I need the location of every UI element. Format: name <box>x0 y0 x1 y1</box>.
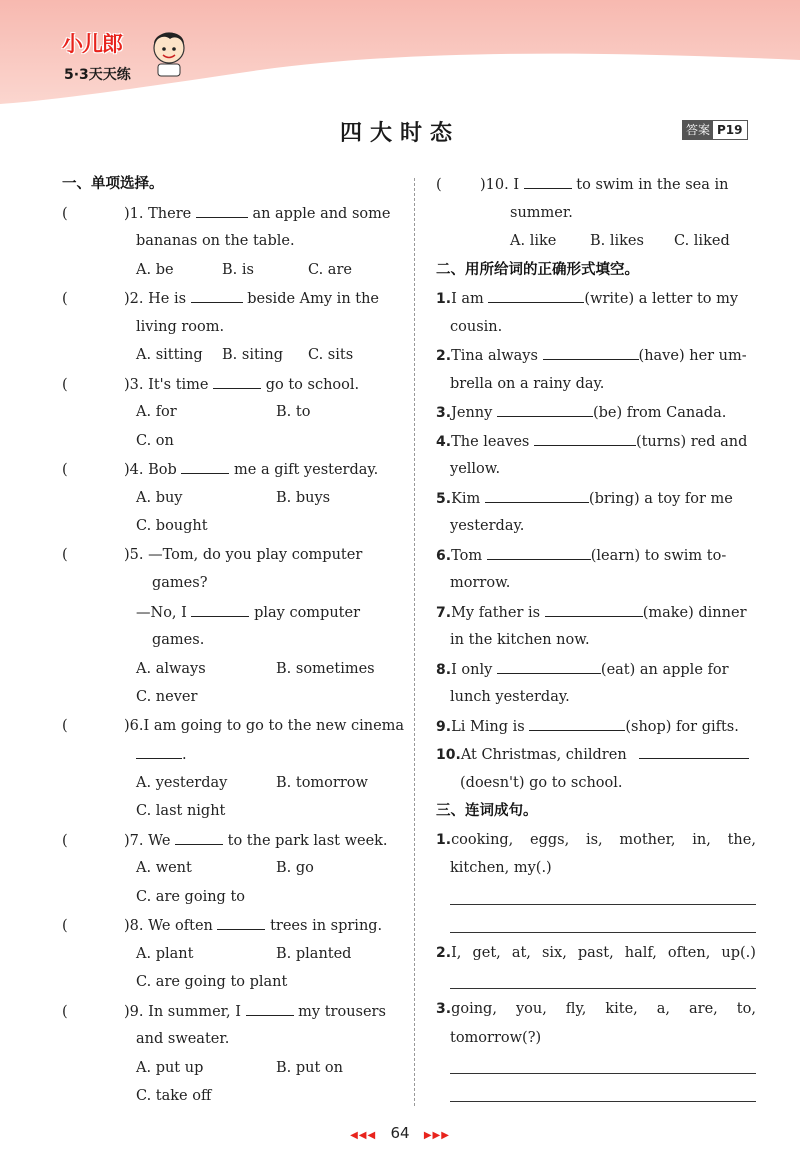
page-number: 64 <box>390 1124 410 1142</box>
answer-paren[interactable]: ( <box>62 918 68 934</box>
option-c[interactable]: C. last night <box>136 803 226 819</box>
option-b[interactable]: B. sometimes <box>276 660 375 677</box>
option-b[interactable]: B. to <box>276 404 311 420</box>
section-heading-sentence: 三、连词成句。 <box>436 803 538 819</box>
answer-blank[interactable] <box>136 740 182 759</box>
options <box>62 341 402 370</box>
option-a[interactable]: A. went <box>136 860 192 876</box>
answer-blank[interactable] <box>175 826 223 845</box>
options <box>436 227 756 256</box>
writing-line[interactable] <box>436 967 756 995</box>
question-text: . <box>62 740 402 769</box>
question-text: kitchen, my(.) <box>450 860 552 876</box>
question-8: ( )8. We often trees in spring. <box>62 911 402 940</box>
options <box>62 398 402 427</box>
answer-paren[interactable]: ( <box>436 177 442 193</box>
question-text: games? <box>152 575 208 591</box>
section-heading-choice: 一、单项选择。 <box>62 176 164 192</box>
question-10: ( )10. I to swim in the sea in <box>436 170 756 199</box>
question-text: morrow. <box>450 575 511 591</box>
fill-item-1: 1.I am (write) a letter to my <box>436 284 756 313</box>
answer-blank[interactable] <box>545 598 643 617</box>
question-4: ( )4. Bob me a gift yesterday. <box>62 455 402 484</box>
fill-item-6: 6.Tom (learn) to swim to- <box>436 541 756 570</box>
right-arrows-icon: ▶▶▶ <box>423 1130 450 1141</box>
question-3: ( )3. It's time go to school. <box>62 370 402 399</box>
option-c[interactable]: C. sits <box>308 347 354 363</box>
fill-item-9: 9.Li Ming is (shop) for gifts. <box>436 712 756 741</box>
question-text: cousin. <box>450 318 503 335</box>
option-b[interactable]: B. planted <box>276 945 352 962</box>
question-text: in the kitchen now. <box>450 632 590 648</box>
question-9: ( )9. In summer, I my trousers <box>62 997 402 1026</box>
answer-blank[interactable] <box>534 427 636 446</box>
answer-paren[interactable]: ( <box>62 291 68 307</box>
option-a[interactable]: A. like <box>510 233 557 249</box>
option-a[interactable]: A. put up <box>136 1059 204 1076</box>
fill-item-7: 7.My father is (make) dinner <box>436 598 756 627</box>
option-a[interactable]: A. for <box>136 404 177 420</box>
option-a[interactable]: A. always <box>136 660 206 677</box>
option-a[interactable]: A. plant <box>136 945 194 962</box>
section-heading-fill: 二、用所给词的正确形式填空。 <box>436 261 639 278</box>
question-6: ( )6.I am going to go to the new cinema <box>62 712 402 741</box>
publisher-logo <box>62 28 202 88</box>
answer-blank[interactable] <box>497 398 593 417</box>
question-text: (doesn't) go to school. <box>460 774 623 791</box>
answer-blank[interactable] <box>191 598 249 617</box>
fill-item-4: 4.The leaves (turns) red and <box>436 427 756 456</box>
question-text: living room. <box>136 318 225 335</box>
answer-blank[interactable] <box>488 284 584 303</box>
page-footer <box>0 1124 800 1142</box>
answer-blank[interactable] <box>543 341 639 360</box>
options <box>62 1054 402 1083</box>
option-b[interactable]: B. is <box>222 261 254 278</box>
answer-blank[interactable] <box>485 484 589 503</box>
question-text: games. <box>152 632 205 648</box>
question-1: ( )1. There an apple and some <box>62 199 402 228</box>
option-b[interactable]: B. put on <box>276 1059 343 1076</box>
answer-paren[interactable]: ( <box>62 1003 68 1020</box>
option-c[interactable]: C. bought <box>136 518 208 534</box>
answer-blank[interactable] <box>524 170 572 189</box>
option-b[interactable]: B. likes <box>590 233 644 249</box>
answer-paren[interactable]: ( <box>62 546 68 563</box>
answer-paren[interactable]: ( <box>62 832 68 849</box>
answer-blank[interactable] <box>497 655 601 674</box>
answer-blank[interactable] <box>191 284 243 303</box>
sentence-item-2: 2.I, get, at, six, past, half, often, up(.) <box>436 944 756 961</box>
logo-subtitle: 5·3天天练 <box>64 67 131 83</box>
question-7: ( )7. We to the park last week. <box>62 826 402 855</box>
option-b[interactable]: B. buys <box>276 489 331 506</box>
question-text: lunch yesterday. <box>450 689 570 705</box>
logo-title: 小儿郎 <box>62 32 122 56</box>
options <box>62 256 402 285</box>
answer-blank[interactable] <box>217 911 265 930</box>
option-c[interactable]: C. are going to <box>136 888 245 905</box>
options <box>62 484 402 513</box>
question-2: ( )2. He is beside Amy in the <box>62 284 402 313</box>
writing-line[interactable] <box>436 883 756 911</box>
question-text: summer. <box>510 204 573 221</box>
question-5: ( )5. —Tom, do you play computer <box>62 541 402 570</box>
options <box>62 940 402 969</box>
option-c[interactable]: C. take off <box>136 1088 212 1104</box>
fill-item-2: 2.Tina always (have) her um- <box>436 341 756 370</box>
answer-blank[interactable] <box>639 740 749 759</box>
sentence-item-3: 3.going, you, fly, kite, a, are, to, <box>436 1001 756 1017</box>
option-c[interactable]: C. are <box>308 261 352 278</box>
option-a[interactable]: A. be <box>136 261 174 278</box>
question-text: and sweater. <box>136 1031 230 1047</box>
option-b[interactable]: B. tomorrow <box>276 774 368 791</box>
question-text: yesterday. <box>450 518 525 534</box>
answer-page: P19 <box>717 123 743 137</box>
option-a[interactable]: A. sitting <box>136 347 203 363</box>
answer-blank[interactable] <box>196 199 248 218</box>
question-text: bananas on the table. <box>136 233 295 249</box>
answer-blank[interactable] <box>246 997 294 1016</box>
answer-paren[interactable]: ( <box>62 717 68 734</box>
option-b[interactable]: B. siting <box>222 347 284 363</box>
answer-paren[interactable]: ( <box>62 376 68 393</box>
options <box>62 854 402 883</box>
option-c[interactable]: C. never <box>136 689 198 705</box>
fill-item-8: 8.I only (eat) an apple for <box>436 655 756 684</box>
options <box>62 769 402 798</box>
answer-blank[interactable] <box>181 455 229 474</box>
options <box>62 655 402 684</box>
fill-item-3: 3.Jenny (be) from Canada. <box>436 398 756 427</box>
fill-item-10: 10.At Christmas, children <box>436 740 756 769</box>
option-c[interactable]: C. are going to plant <box>136 974 288 990</box>
option-c[interactable]: C. liked <box>674 233 730 249</box>
answer-label: 答案 <box>683 121 713 139</box>
left-column <box>62 170 405 1111</box>
left-arrows-icon: ◀◀◀ <box>350 1130 377 1141</box>
answer-blank[interactable] <box>213 370 261 389</box>
answer-reference <box>682 120 748 140</box>
answer-paren[interactable]: ( <box>62 205 68 222</box>
question-text: yellow. <box>450 461 501 477</box>
option-b[interactable]: B. go <box>276 860 314 876</box>
writing-line[interactable] <box>436 1052 756 1080</box>
right-column <box>436 170 756 1108</box>
question-text: —No, I play computer <box>62 598 402 627</box>
question-text: tomorrow(?) <box>450 1029 542 1046</box>
option-a[interactable]: A. yesterday <box>136 774 228 791</box>
writing-line[interactable] <box>436 1080 756 1108</box>
option-c[interactable]: C. on <box>136 432 174 449</box>
question-text: brella on a rainy day. <box>450 375 605 392</box>
answer-blank[interactable] <box>529 712 625 731</box>
page-title: 四大时态 <box>339 121 460 146</box>
boy-mascot-icon <box>146 24 192 78</box>
answer-blank[interactable] <box>487 541 591 560</box>
answer-paren[interactable]: ( <box>62 462 68 478</box>
option-a[interactable]: A. buy <box>136 489 183 506</box>
fill-item-5: 5.Kim (bring) a toy for me <box>436 484 756 513</box>
sentence-item-1: 1.cooking, eggs, is, mother, in, the, <box>436 831 756 848</box>
writing-line[interactable] <box>436 911 756 939</box>
